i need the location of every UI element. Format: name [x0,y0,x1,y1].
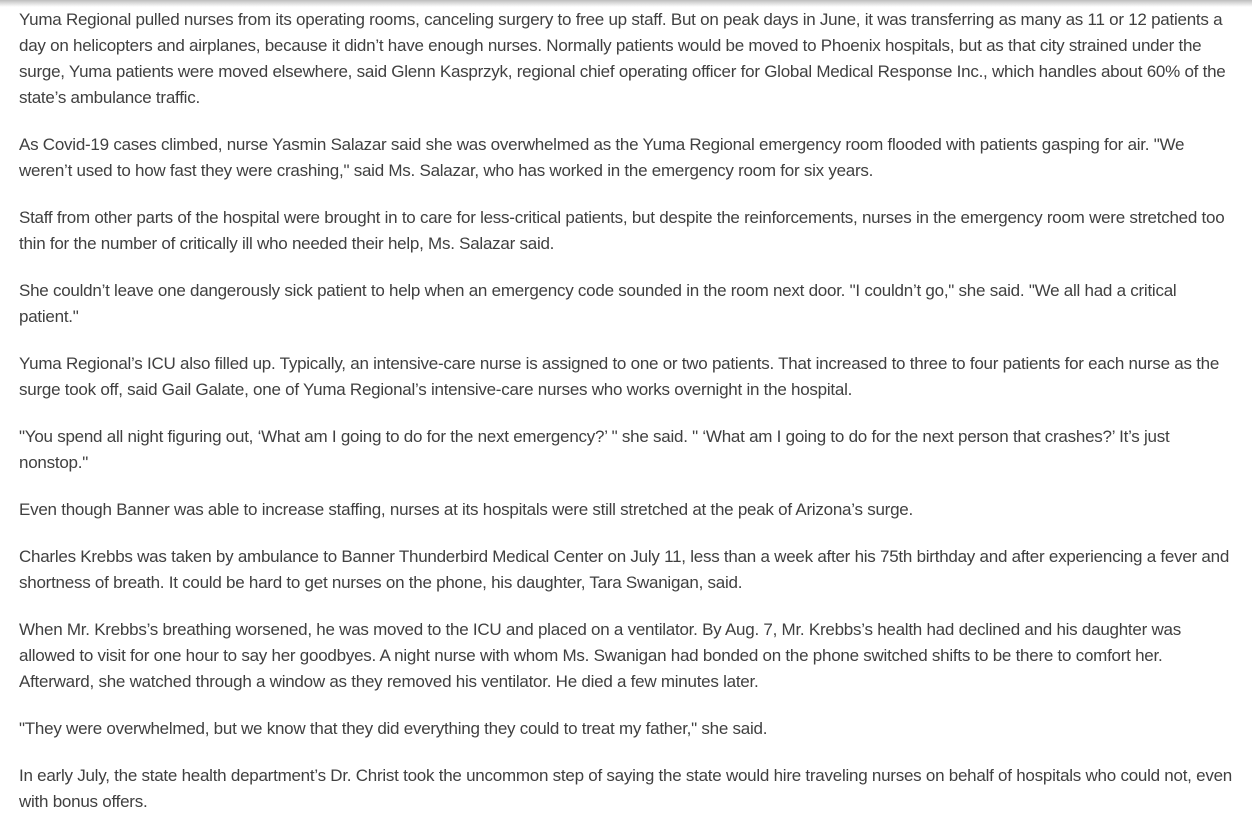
article-paragraph: "You spend all night figuring out, ‘What am I going to do for the next emergency?’ " she said. " ‘What am I going to do for the next person that crashes?’ It’s just nonstop." [19,427,1170,472]
article-body [19,7,1239,836]
article-paragraph: As Covid-19 cases climbed, nurse Yasmin Salazar said she was overwhelmed as the Yuma Regional emergency room flooded with patients gasping for air. "We weren’t used to how fast they were crashing," said Ms. Salazar, who has worked in the emergency room for six years. [19,135,1185,180]
article-paragraph: In early July, the state health department’s Dr. Christ took the uncommon step of saying the state would hire traveling nurses on behalf of hospitals who could not, even with bonus offers. [19,766,1232,811]
article-paragraph: Yuma Regional’s ICU also filled up. Typically, an intensive-care nurse is assigned to one or two patients. That increased to three to four patients for each nurse as the surge took off, said Gail Galate, one of Yuma Regional’s intensive-care nurses who works overnight in the hospital. [19,354,1220,399]
top-scroll-shadow [0,0,1252,7]
article-paragraph: "They were overwhelmed, but we know that they did everything they could to treat my father," she said. [19,719,768,738]
article-paragraph: Yuma Regional pulled nurses from its operating rooms, canceling surgery to free up staff. But on peak days in June, it was transferring as many as 11 or 12 patients a day on helicopters and airplanes, because it didn’t have enough nurses. Normally patients would be moved to Phoenix hospitals, but as that city strained under the surge, Yuma patients were moved elsewhere, said Glenn Kasprzyk, regional chief operating officer for Global Medical Response Inc., which handles about 60% of the state’s ambulance traffic. [19,10,1226,107]
article-paragraph: Even though Banner was able to increase staffing, nurses at its hospitals were still stretched at the peak of Arizona’s surge. [19,500,913,519]
article-paragraph: When Mr. Krebbs’s breathing worsened, he was moved to the ICU and placed on a ventilator. By Aug. 7, Mr. Krebbs’s health had declined and his daughter was allowed to visit for one hour to say her goodbyes. A night nurse with whom Ms. Swanigan had bonded on the phone switched shifts to be there to comfort her. Afterward, she watched through a window as they removed his ventilator. He died a few minutes later. [19,620,1181,691]
article-paragraph: She couldn’t leave one dangerously sick patient to help when an emergency code sounded in the room next door. "I couldn’t go," she said. "We all had a critical patient." [19,281,1177,326]
article-paragraph: Staff from other parts of the hospital were brought in to care for less-critical patients, but despite the reinforcements, nurses in the emergency room were stretched too thin for the number of critically ill who needed their help, Ms. Salazar said. [19,208,1225,253]
article-paragraph: Charles Krebbs was taken by ambulance to Banner Thunderbird Medical Center on July 11, less than a week after his 75th birthday and after experiencing a fever and shortness of breath. It could be hard to get nurses on the phone, his daughter, Tara Swanigan, said. [19,547,1230,592]
